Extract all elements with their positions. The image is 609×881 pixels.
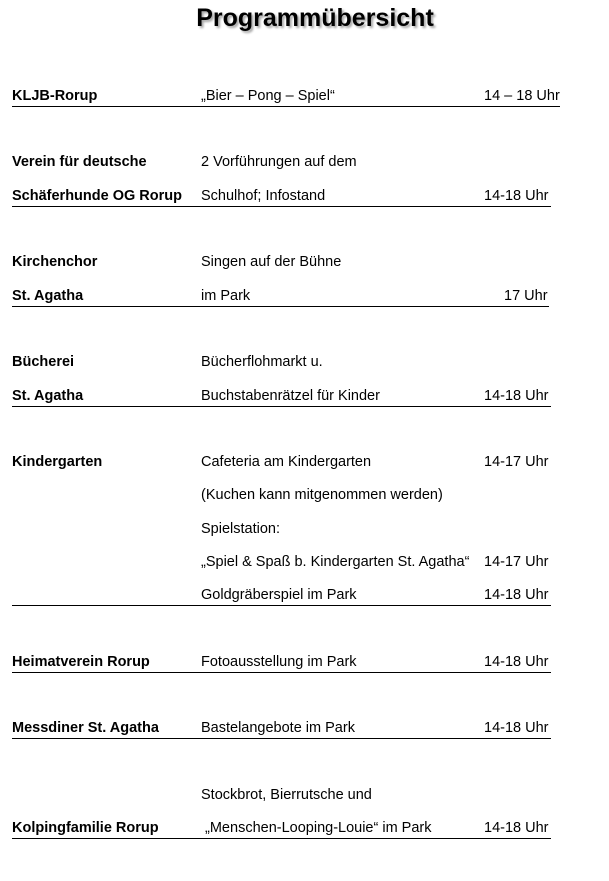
program-row: [12, 818, 551, 839]
time-text: 14-17 Uhr: [484, 554, 549, 570]
activity-text: (Kuchen kann mitgenommen werden): [201, 487, 443, 503]
activity-text: im Park: [201, 288, 251, 304]
program-row: [12, 286, 549, 307]
organization-name: Kindergarten: [12, 454, 103, 470]
activity-text: Schulhof; Infostand: [201, 188, 326, 204]
program-row: [12, 252, 551, 272]
program-row: [12, 452, 551, 472]
time-text: 14-18 Uhr: [484, 720, 549, 736]
activity-text: Bastelangebote im Park: [201, 720, 355, 736]
organization-name: St. Agatha: [12, 388, 84, 404]
activity-text: 2 Vorführungen auf dem: [201, 154, 357, 170]
activity-text: Singen auf der Bühne: [201, 254, 342, 270]
time-text: 14-17 Uhr: [484, 454, 549, 470]
time-text: 14-18 Uhr: [484, 587, 549, 603]
activity-text: „Bier – Pong – Spiel“: [201, 88, 335, 104]
organization-name: Schäferhunde OG Rorup: [12, 188, 182, 204]
program-row: [12, 86, 560, 107]
time-text: 14-18 Uhr: [484, 388, 549, 404]
organization-name: Heimatverein Rorup: [12, 654, 150, 670]
program-row: [12, 785, 551, 805]
activity-text: Stockbrot, Bierrutsche und: [201, 787, 372, 803]
program-row: [12, 186, 551, 207]
organization-name: Verein für deutsche: [12, 154, 147, 170]
activity-text: „Menschen-Looping-Louie“ im Park: [201, 820, 432, 836]
activity-text: Goldgräberspiel im Park: [201, 587, 357, 603]
page-title: Programmübersicht: [196, 4, 434, 32]
activity-text: Bücherflohmarkt u.: [201, 354, 323, 370]
program-row: [12, 352, 551, 372]
organization-name: Kirchenchor: [12, 254, 98, 270]
organization-name: Messdiner St. Agatha: [12, 720, 159, 736]
program-row: [12, 718, 551, 739]
organization-name: KLJB-Rorup: [12, 88, 98, 104]
time-text: 14-18 Uhr: [484, 820, 549, 836]
program-row: [12, 652, 551, 673]
program-row: [12, 552, 551, 572]
program-row: [12, 519, 551, 539]
time-text: 14 – 18 Uhr: [484, 88, 560, 104]
program-row: [12, 585, 551, 606]
activity-text: „Spiel & Spaß b. Kindergarten St. Agatha“: [201, 554, 470, 570]
activity-text: Fotoausstellung im Park: [201, 654, 357, 670]
program-row: [12, 152, 551, 172]
organization-name: St. Agatha: [12, 288, 84, 304]
organization-name: Bücherei: [12, 354, 75, 370]
activity-text: Cafeteria am Kindergarten: [201, 454, 372, 470]
activity-text: Spielstation:: [201, 521, 280, 537]
program-row: [12, 386, 551, 407]
program-row: [12, 485, 551, 505]
organization-name: Kolpingfamilie Rorup: [12, 820, 159, 836]
activity-text: Buchstabenrätzel für Kinder: [201, 388, 380, 404]
time-text: 17 Uhr: [504, 288, 548, 304]
time-text: 14-18 Uhr: [484, 654, 549, 670]
time-text: 14-18 Uhr: [484, 188, 549, 204]
